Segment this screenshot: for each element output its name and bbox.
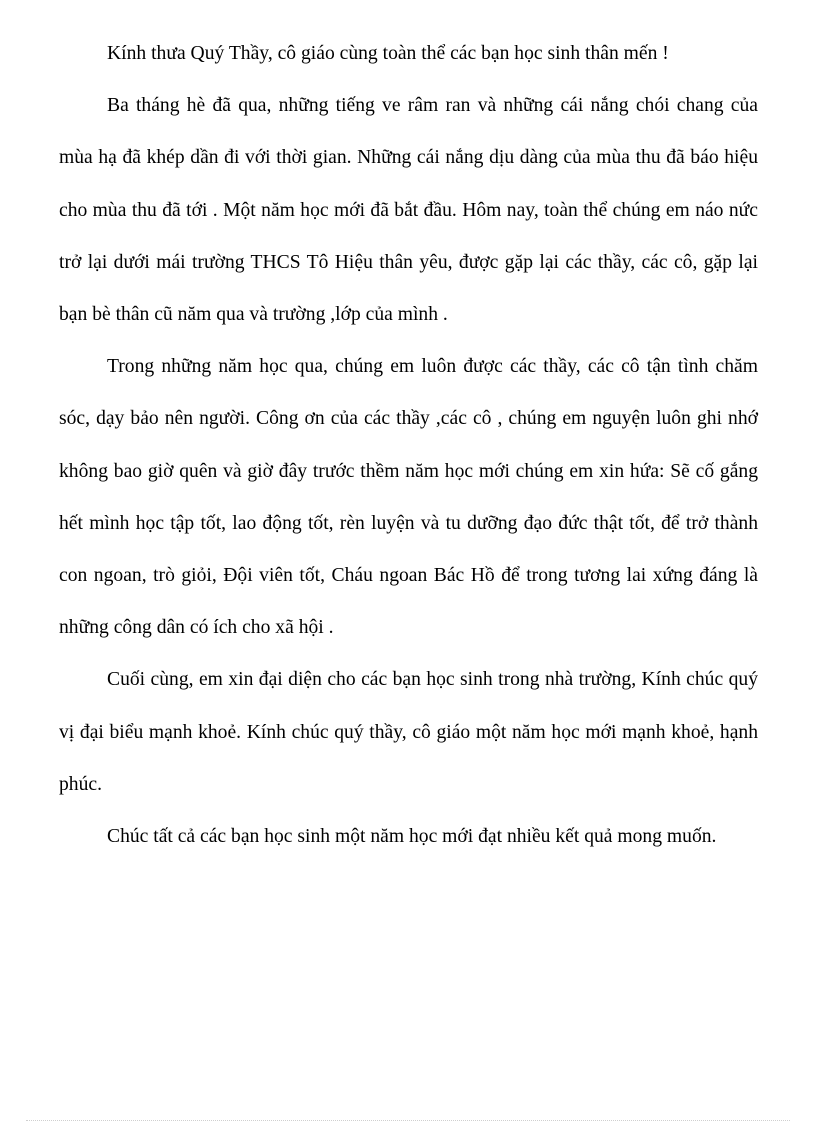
wishes-paragraph: Cuối cùng, em xin đại diện cho các bạn học sinh trong nhà trường, Kính chúc quý vị đại biểu mạnh khoẻ. Kính chúc quý thầy, cô giáo một năm học mới mạnh khoẻ, hạnh phúc.: [59, 669, 758, 795]
summer-ending-paragraph: Ba tháng hè đã qua, những tiếng ve râm ran và những cái nắng chói chang của mùa hạ đã khép dần đi với thời gian. Những cái nắng dịu dàng của mùa thu đã báo hiệu cho mùa thu đã tới . Một năm học mới đã bắt đầu. Hôm nay, toàn thể chúng em náo nức trở lại dưới mái trường THCS Tô Hiệu thân yêu, được gặp lại các thầy, các cô, gặp lại bạn bè thân cũ năm qua và trường ,lớp của mình .: [59, 95, 758, 326]
gratitude-promise-paragraph: Trong những năm học qua, chúng em luôn được các thầy, các cô tận tình chăm sóc, dạy bảo nên người. Công ơn của các thầy ,các cô , chúng em nguyện luôn ghi nhớ không bao giờ quên và giờ đây trước thềm năm học mới chúng em xin hứa: Sẽ cố gắng hết mình học tập tốt, lao động tốt, rèn luyện và tu dưỡng đạo đức thật tốt, để trở thành con ngoan, trò giỏi, Đội viên tốt, Cháu ngoan Bác Hồ để trong tương lai xứng đáng là những công dân có ích cho xã hội .: [59, 356, 758, 639]
greeting-paragraph: Kính thưa Quý Thầy, cô giáo cùng toàn thể các bạn học sinh thân mến !: [107, 43, 669, 64]
document-body: [59, 28, 758, 863]
closing-paragraph: Chúc tất cả các bạn học sinh một năm học mới đạt nhiều kết quả mong muốn.: [107, 826, 717, 848]
page-bottom-divider: [26, 1120, 790, 1121]
